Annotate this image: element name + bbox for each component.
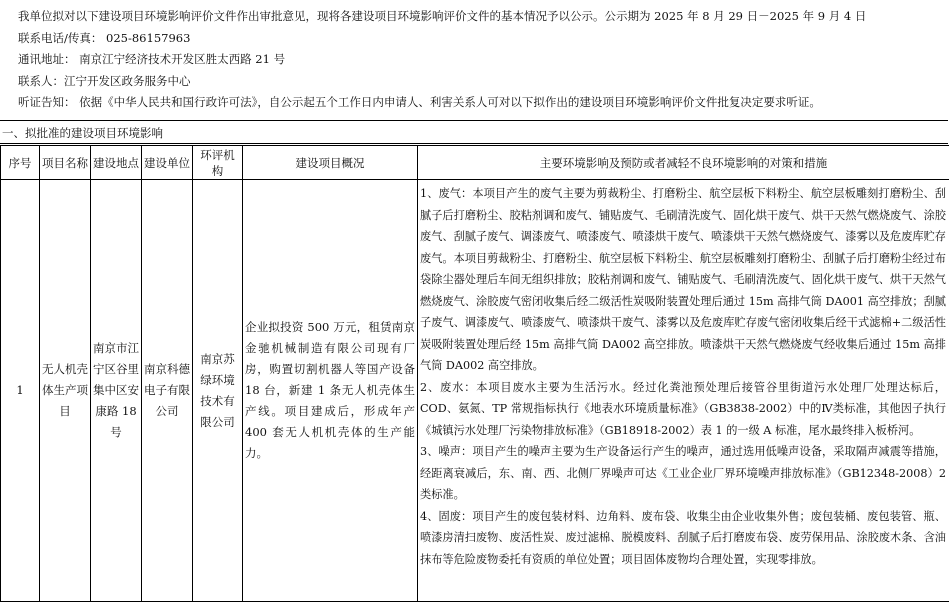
table-row <box>1 180 949 602</box>
cell-no: 1 <box>1 180 40 602</box>
measure-noise: 3、噪声：项目产生的噪声主要为生产设备运行产生的噪声，通过选用低噪声设备，采取隔声减震等措施，经距离衰减后，东、南、西、北侧厂界噪声可达《工业企业厂界环境噪声排放标准》（GB12348-2008）2 类标准。 <box>420 445 946 501</box>
cell-project-name: 无人机壳体生产项目 <box>40 180 91 602</box>
notice-statement: 我单位拟对以下建设项目环境影响评价文件作出审批意见，现将各建设项目环境影响评价文件的基本情况予以公示。公示期为 2025 年 8 月 29 日－2025 年 9 月 4 日 <box>18 9 867 23</box>
measure-air: 1、废气：本项目产生的废气主要为剪裁粉尘、打磨粉尘、航空层板下料粉尘、航空层板雕刻打磨粉尘、刮腻子后打磨粉尘、胶粘剂调和废气、铺贴废气、毛刷清洗废气、固化烘干废气、烘干天然气燃烧废气、涂胶废气、刮腻子废气、调漆废气、喷漆废气、喷漆烘干废气、喷漆烘干天然气燃烧废气、漆雾以及危废库贮存废气。本项目剪裁粉尘、打磨粉尘、航空层板下料粉尘、航空层板雕刻打磨粉尘、刮腻子后打磨粉尘经过布袋除尘器处理后车间无组织排放；胶粘剂调和废气、铺贴废气、毛刷清洗废气、固化烘干废气、烘干天然气燃烧废气、涂胶废气密闭收集后经二级活性炭吸附装置处理后通过 15m 高排气筒 DA001 高空排放；刮腻子废气、调漆废气、喷漆废气、喷漆烘干废气、漆雾以及危废库贮存废气密闭收集后经干式滤棉+二级活性炭吸附装置处理后经 15m 高排气筒 DA002 高空排放。喷漆烘干天然气燃烧废气经收集后通过 15m 高排气筒 DA002 高空排放。 <box>420 187 946 372</box>
header-overview: 建设项目概况 <box>243 146 418 180</box>
header-measures: 主要环境影响及预防或者减轻不良环境影响的对策和措施 <box>418 146 949 180</box>
cell-measures <box>418 180 949 602</box>
table-header-row <box>1 146 949 180</box>
header-agency: 环评机构 <box>193 146 243 180</box>
measure-solid-waste: 4、固废：项目产生的废包装材料、边角料、废布袋、收集尘由企业收集外售；废包装桶、废包装管、瓶、喷漆房清扫废物、废活性炭、废过滤棉、脱模废料、刮腻子后打磨废布袋、废劳保用品、涂胶废木条、含油抹布等危险废物委托有资质的单位处置；项目固体废物均合理处置，实现零排放。 <box>420 509 946 566</box>
cell-agency: 南京苏绿环境技术有限公司 <box>193 180 243 602</box>
measure-water: 2、废水：本项目废水主要为生活污水。经过化粪池预处理后接管谷里街道污水处理厂处理达标后，COD、氨氮、TP 常规指标执行《地表水环境质量标准》（GB3838-2002）中的Ⅳ类标准，其他因子执行《城镇污水处理厂污染物排放标准》（GB18918-2002）表 1 的一级 A 标准，尾水最终排入板桥河。 <box>420 380 946 437</box>
header-location: 建设地点 <box>91 146 142 180</box>
project-table <box>0 145 949 602</box>
contact-phone: 联系电话/传真： 025-86157963 <box>18 30 191 45</box>
cell-overview: 企业拟投资 500 万元，租赁南京金驰机械制造有限公司现有厂房，购置切割机器人等国产设备 18 台，新建 1 条无人机壳体生产线。项目建成后，形成年产 400 套无人机机壳体的生产能力。 <box>243 180 418 602</box>
hearing-notice: 听证告知： 依据《中华人民共和国行政许可法》，自公示起五个工作日内申请人、利害关系人可对以下拟作出的建设项目环境影响评价文件批复决定要求听证。 <box>18 95 821 109</box>
header-no: 序号 <box>1 146 40 180</box>
section-title: 一、拟批准的建设项目环境影响 <box>0 120 948 144</box>
notice-intro <box>18 6 943 114</box>
cell-company: 南京科德电子有限公司 <box>142 180 193 602</box>
header-project-name: 项目名称 <box>40 146 91 180</box>
cell-location: 南京市江宁区谷里集中区安康路 18 号 <box>91 180 142 602</box>
contact-person: 联系人：江宁开发区政务服务中心 <box>18 73 191 88</box>
contact-address: 通讯地址： 南京江宁经济技术开发区胜太西路 21 号 <box>18 52 286 66</box>
header-company: 建设单位 <box>142 146 193 180</box>
